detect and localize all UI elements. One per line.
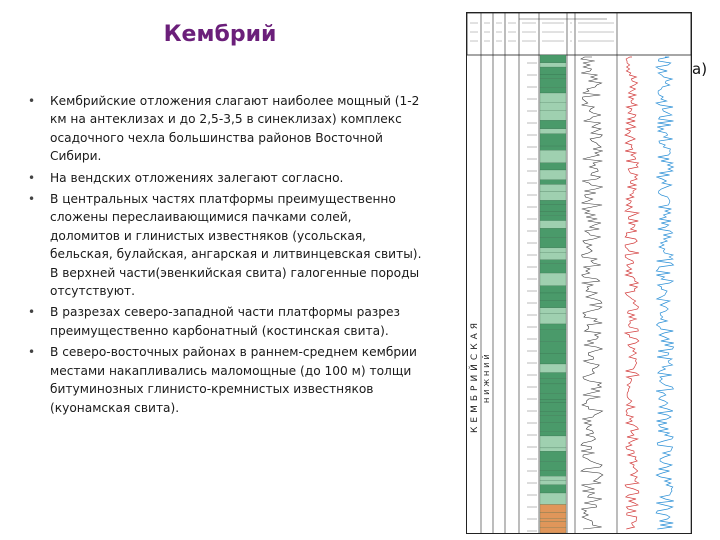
lithology-layer	[540, 93, 566, 103]
bullet-dot-icon: •	[28, 94, 36, 108]
lithology-layer	[540, 354, 566, 364]
lithology-layer	[540, 485, 566, 493]
lithology-layer	[540, 170, 566, 180]
lithology-layer	[540, 411, 566, 415]
lithology-layer	[540, 192, 566, 200]
lithology-layer	[540, 55, 566, 63]
lithology-layer	[540, 260, 566, 263]
lithology-layer	[540, 87, 566, 93]
lithology-layer	[540, 451, 566, 461]
lithology-layer	[540, 481, 566, 485]
lithology-layer	[540, 330, 566, 342]
lithology-layer	[540, 518, 566, 522]
lithology-layer	[540, 436, 566, 448]
lithology-layer	[540, 228, 566, 237]
lithology-layer	[540, 237, 566, 248]
lithology-layer	[540, 423, 566, 432]
lithology-layer	[540, 341, 566, 353]
bullet-text: В разрезах северо-западной части платформы разрез преимущественно карбонатный (костинская свита).	[50, 305, 400, 338]
log-curve-black	[581, 57, 603, 529]
bullet-dot-icon: •	[28, 170, 36, 185]
lithology-layer	[540, 379, 566, 384]
lithology-layer	[540, 448, 566, 451]
lithology-layer	[540, 211, 566, 215]
lithology-layer	[540, 471, 566, 476]
lithology-layer	[540, 103, 566, 111]
lithology-layer	[540, 215, 566, 220]
lithology-layer	[540, 221, 566, 229]
lithology-layer	[540, 324, 566, 330]
lithology-layer	[540, 415, 566, 423]
lithology-layer	[540, 180, 566, 185]
lithology-layer	[540, 146, 566, 150]
lithology-layer	[540, 78, 566, 87]
lithology-layer	[540, 134, 566, 146]
log-depth-ticks	[527, 63, 537, 531]
bullet-item	[28, 303, 423, 340]
lithology-layer	[540, 373, 566, 379]
series-label: НИЖНИЙ	[483, 351, 491, 403]
lithology-layer	[540, 205, 566, 212]
lithology-layer	[540, 120, 566, 129]
lithology-layer	[540, 461, 566, 471]
bullet-dot-icon: •	[28, 305, 36, 320]
lithology-layer	[540, 394, 566, 400]
lithology-layer	[540, 248, 566, 252]
lithology-layer	[540, 252, 566, 260]
bullet-text: На вендских отложениях залегают согласно.	[50, 170, 344, 185]
lithology-layer	[540, 384, 566, 394]
bullet-item	[28, 190, 423, 300]
lithology-layer	[540, 74, 566, 78]
bullet-item	[28, 92, 423, 166]
lithology-layer	[540, 308, 566, 314]
lithology-layer	[540, 129, 566, 134]
bullet-item	[28, 343, 423, 417]
lithology-layer	[540, 403, 566, 412]
bullet-text: Кембрийские отложения слагают наиболее мощный (1-2 км на антеклизах и до 2,5-3,5 в синеклизах) комплекс осадочного чехла большинства районов Восточной Сибири.	[50, 94, 420, 164]
lithology-layer	[540, 432, 566, 436]
lithology-layer	[540, 111, 566, 121]
log-column-lines	[481, 13, 691, 533]
lithology-layer	[540, 67, 566, 74]
lithology-layer	[540, 163, 566, 170]
lithology-layer	[540, 150, 566, 163]
bullet-text: В центральных частях платформы преимущественно сложены переслаивающимися пачками солей, доломитов и глинистых известняков (усольская, бельская, булайская, ангарская и литвинцевская свиты). В верхней части(эвенкийская свита) галогенные породы отсутствуют.	[50, 192, 422, 299]
lithology-layer	[540, 314, 566, 324]
lithology-layer	[540, 200, 566, 205]
lithology-layer	[540, 300, 566, 308]
lithology-layer	[540, 504, 566, 512]
log-curve-red	[625, 57, 639, 529]
lithology-layer	[540, 476, 566, 481]
lithology-layer	[540, 512, 566, 518]
bullet-list	[28, 92, 423, 420]
lithology-layer	[540, 263, 566, 273]
bullet-text: В северо-восточных районах в раннем-среднем кембрии местами накапливались маломощные (до 100 м) толщи битуминозных глинисто-кремнистых известняков (куонамская свита).	[50, 345, 417, 415]
system-label: КЕМБРИЙСКАЯ	[470, 319, 480, 433]
bullet-item	[28, 169, 423, 187]
lithology-layer	[540, 63, 566, 67]
slide-title: Кембрий	[163, 22, 277, 47]
lithology-layer	[540, 184, 566, 191]
well-log-drawing	[467, 13, 691, 533]
lithology-layer	[540, 293, 566, 300]
lithology-layer	[540, 364, 566, 373]
figure-label: а)	[692, 60, 708, 78]
lithology-layer	[540, 522, 566, 527]
lithology-column	[540, 55, 566, 533]
lithology-layer	[540, 273, 566, 286]
lithology-layer	[540, 286, 566, 293]
bullet-dot-icon: •	[28, 345, 36, 360]
lithology-layer	[540, 399, 566, 402]
well-log-figure	[466, 12, 692, 534]
bullet-dot-icon: •	[28, 192, 36, 207]
lithology-layer	[540, 493, 566, 504]
log-curve-blue	[656, 57, 674, 529]
lithology-layer	[540, 527, 566, 533]
